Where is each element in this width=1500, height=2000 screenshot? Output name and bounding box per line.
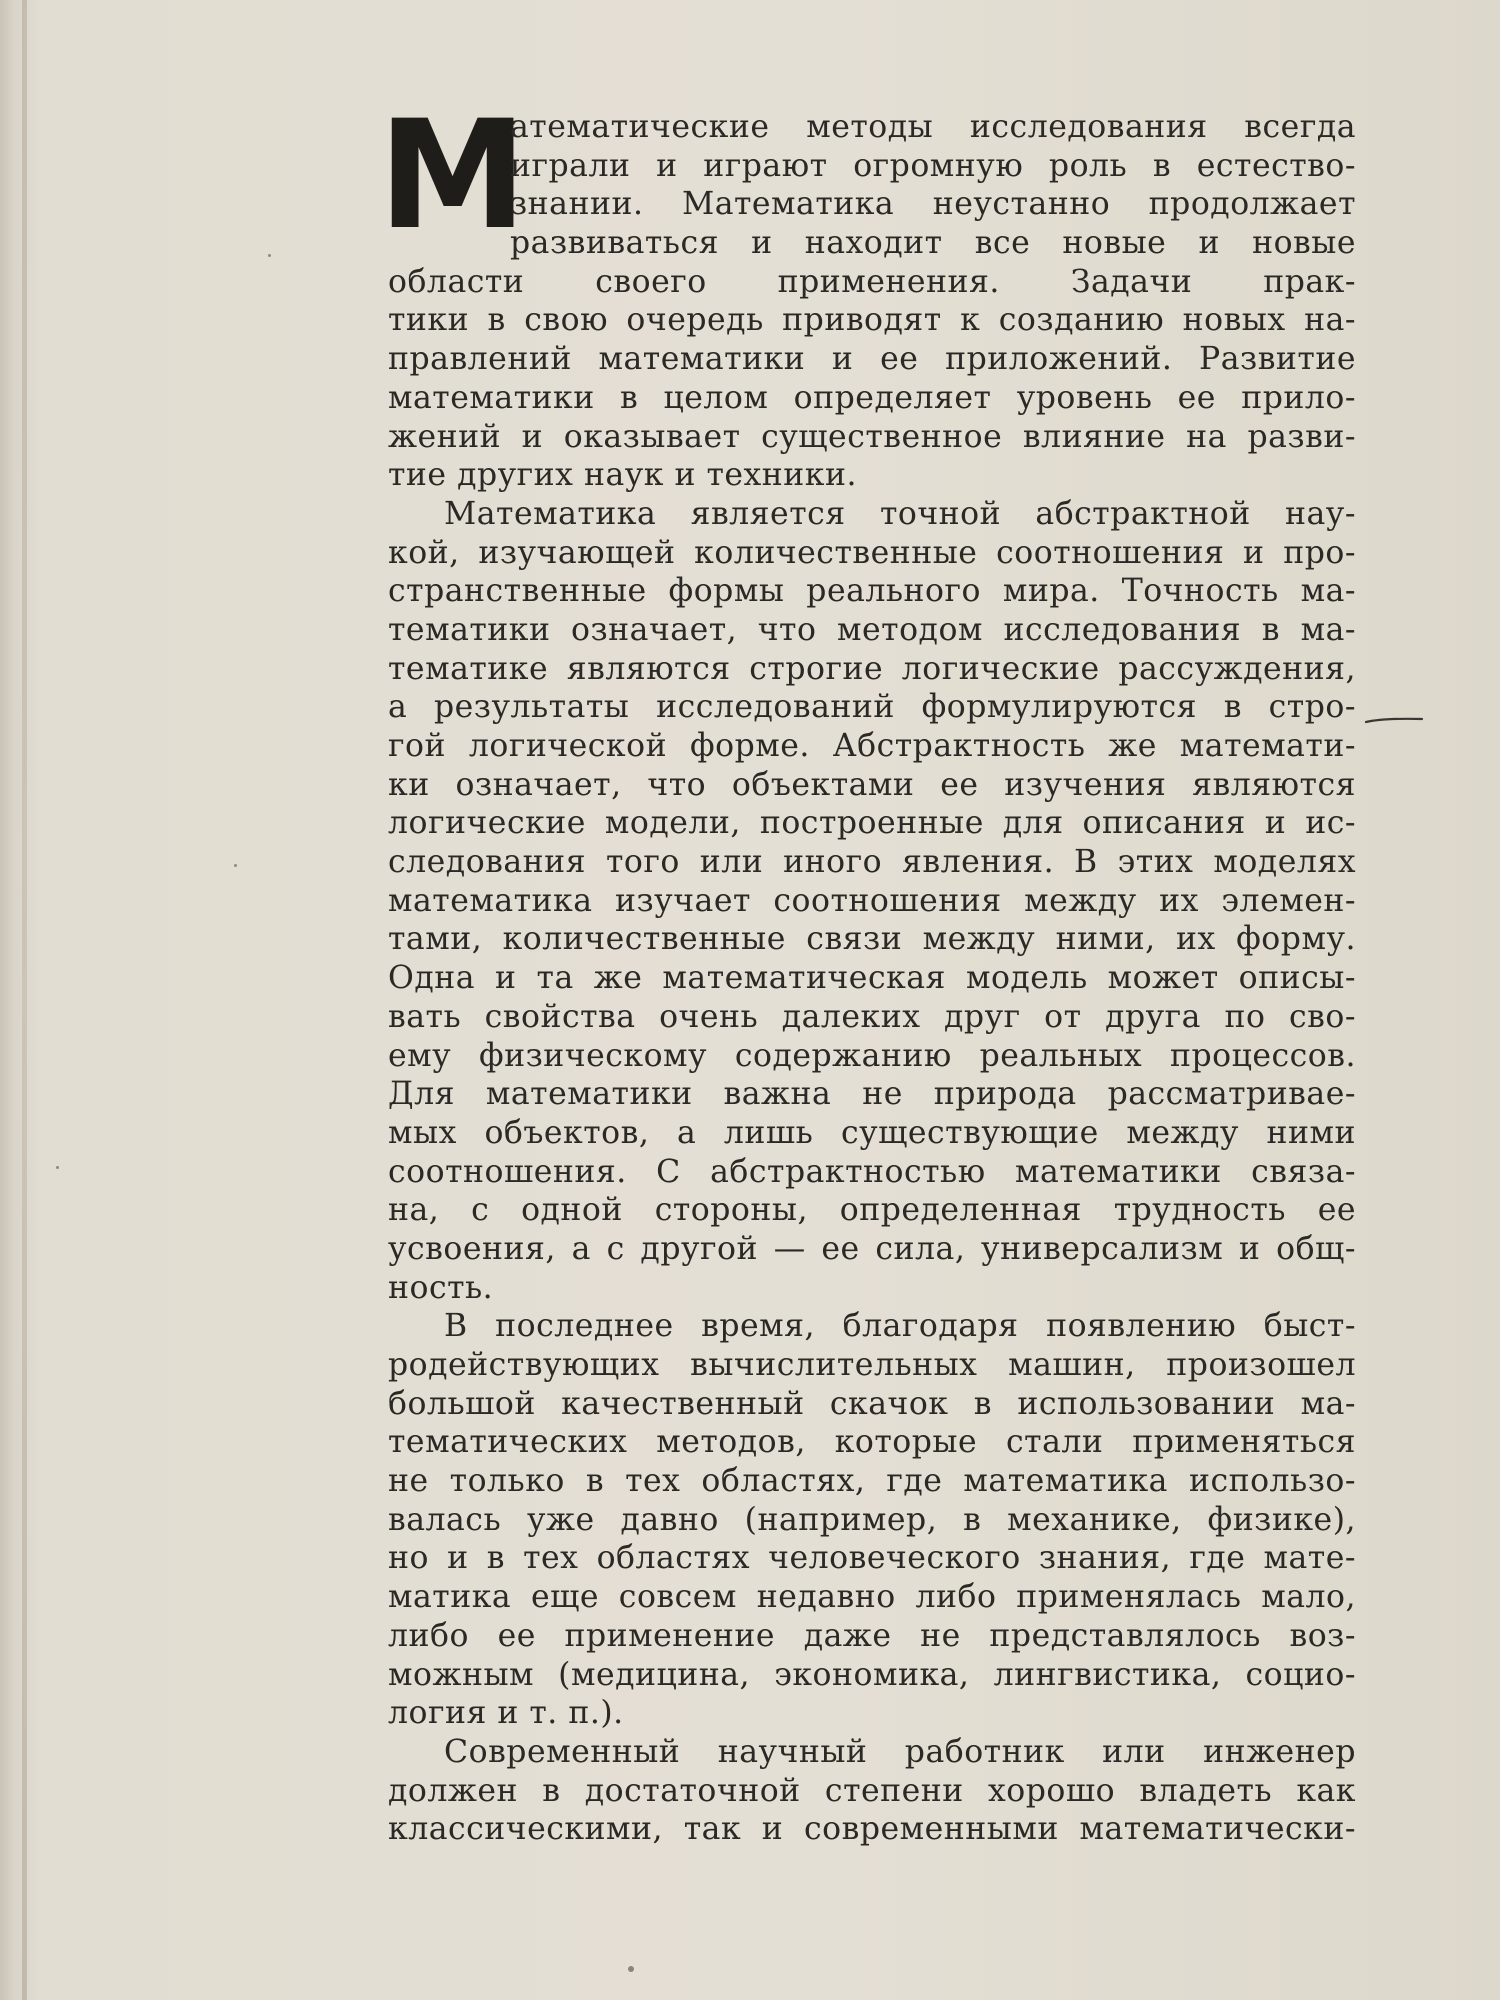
text-line: большой качественный скачок в использовании ма- bbox=[388, 1385, 1356, 1422]
text-line: либо ее применение даже не представлялось воз- bbox=[388, 1617, 1356, 1654]
text-line: мых объектов, а лишь существующие между ними bbox=[388, 1114, 1356, 1151]
text-line: правлений математики и ее приложений. Развитие bbox=[388, 341, 1356, 378]
text-line: математики в целом определяет уровень ее прило- bbox=[388, 379, 1356, 416]
pen-mark bbox=[1364, 716, 1424, 726]
text-line: тами, количественные связи между ними, их форму. bbox=[388, 921, 1356, 958]
text-line: области своего применения. Задачи прак- bbox=[388, 263, 1356, 300]
text-line: родействующих вычислительных машин, произошел bbox=[388, 1347, 1356, 1383]
text-line: развиваться и находит все новые и новые bbox=[510, 225, 1356, 262]
text-line: ему физическому содержанию реальных процессов. bbox=[388, 1037, 1356, 1074]
text-line: матика еще совсем недавно либо применялась мало, bbox=[388, 1579, 1356, 1616]
text-line: Для математики важна не природа рассматривае- bbox=[388, 1076, 1356, 1113]
paragraph bbox=[388, 1307, 1356, 1733]
text-line: ки означает, что объектами ее изучения являются bbox=[388, 766, 1356, 803]
paragraph bbox=[388, 1733, 1356, 1849]
text-line: гой логической форме. Абстрактность же математи- bbox=[388, 728, 1356, 764]
text-line: не только в тех областях, где математика использо- bbox=[388, 1463, 1356, 1500]
text-line: Одна и та же математическая модель может описы- bbox=[388, 960, 1356, 997]
text-line: кой, изучающей количественные соотношения и про- bbox=[388, 534, 1356, 571]
text-line: Современный научный работник или инженер bbox=[444, 1733, 1356, 1770]
text-line: атематические методы исследования всегда bbox=[510, 109, 1356, 145]
text-line: Математика является точной абстрактной нау- bbox=[444, 495, 1356, 532]
text-line: В последнее время, благодаря появлению быст- bbox=[444, 1308, 1356, 1345]
page-binding-edge bbox=[22, 0, 27, 2000]
text-line: соотношения. С абстрактностью математики связа- bbox=[388, 1153, 1356, 1190]
text-line: классическими, так и современными математически- bbox=[388, 1811, 1356, 1848]
text-line: валась уже давно (например, в механике, физике), bbox=[388, 1501, 1356, 1538]
drop-cap-letter: М bbox=[378, 89, 528, 263]
paragraphs-container bbox=[388, 108, 1356, 1849]
text-line: тие других наук и техники. bbox=[388, 457, 857, 494]
paper-speck bbox=[234, 864, 237, 867]
paragraph bbox=[388, 108, 1356, 495]
text-line: математика изучает соотношения между их элемен- bbox=[388, 882, 1356, 919]
text-line: следования того или иного явления. В этих моделях bbox=[388, 844, 1356, 881]
text-line: тематики означает, что методом исследования в ма- bbox=[388, 611, 1356, 648]
text-line: тики в свою очередь приводят к созданию новых на- bbox=[388, 302, 1356, 339]
text-line: логические модели, построенные для описания и ис- bbox=[388, 805, 1356, 842]
text-line: жений и оказывает существенное влияние на разви- bbox=[388, 418, 1356, 455]
text-line: ность. bbox=[388, 1269, 494, 1306]
text-line: но и в тех областях человеческого знания, где мате- bbox=[388, 1540, 1356, 1577]
text-line: можным (медицина, экономика, лингвистика, социо- bbox=[388, 1656, 1356, 1693]
text-line: странственные формы реального мира. Точность ма- bbox=[388, 573, 1356, 610]
text-line: вать свойства очень далеких друг от друга по сво- bbox=[388, 998, 1356, 1035]
book-page-text bbox=[378, 89, 1356, 1849]
text-line: усвоения, а с другой — ее сила, универсализм и общ- bbox=[388, 1230, 1356, 1267]
text-line: должен в достаточной степени хорошо владеть как bbox=[388, 1772, 1356, 1809]
paper-speck bbox=[268, 254, 271, 257]
paper-speck bbox=[56, 1166, 59, 1169]
page-speck bbox=[628, 1966, 634, 1972]
text-line: на, с одной стороны, определенная трудность ее bbox=[388, 1192, 1356, 1229]
text-line: а результаты исследований формулируются в стро- bbox=[388, 689, 1356, 726]
text-line: играли и играют огромную роль в естество- bbox=[510, 147, 1356, 184]
text-line: знании. Математика неустанно продолжает bbox=[510, 186, 1356, 223]
paragraph bbox=[388, 495, 1356, 1307]
text-line: тематике являются строгие логические рассуждения, bbox=[388, 650, 1356, 687]
text-line: логия и т. п.). bbox=[388, 1695, 624, 1732]
text-line: тематических методов, которые стали применяться bbox=[388, 1424, 1356, 1461]
